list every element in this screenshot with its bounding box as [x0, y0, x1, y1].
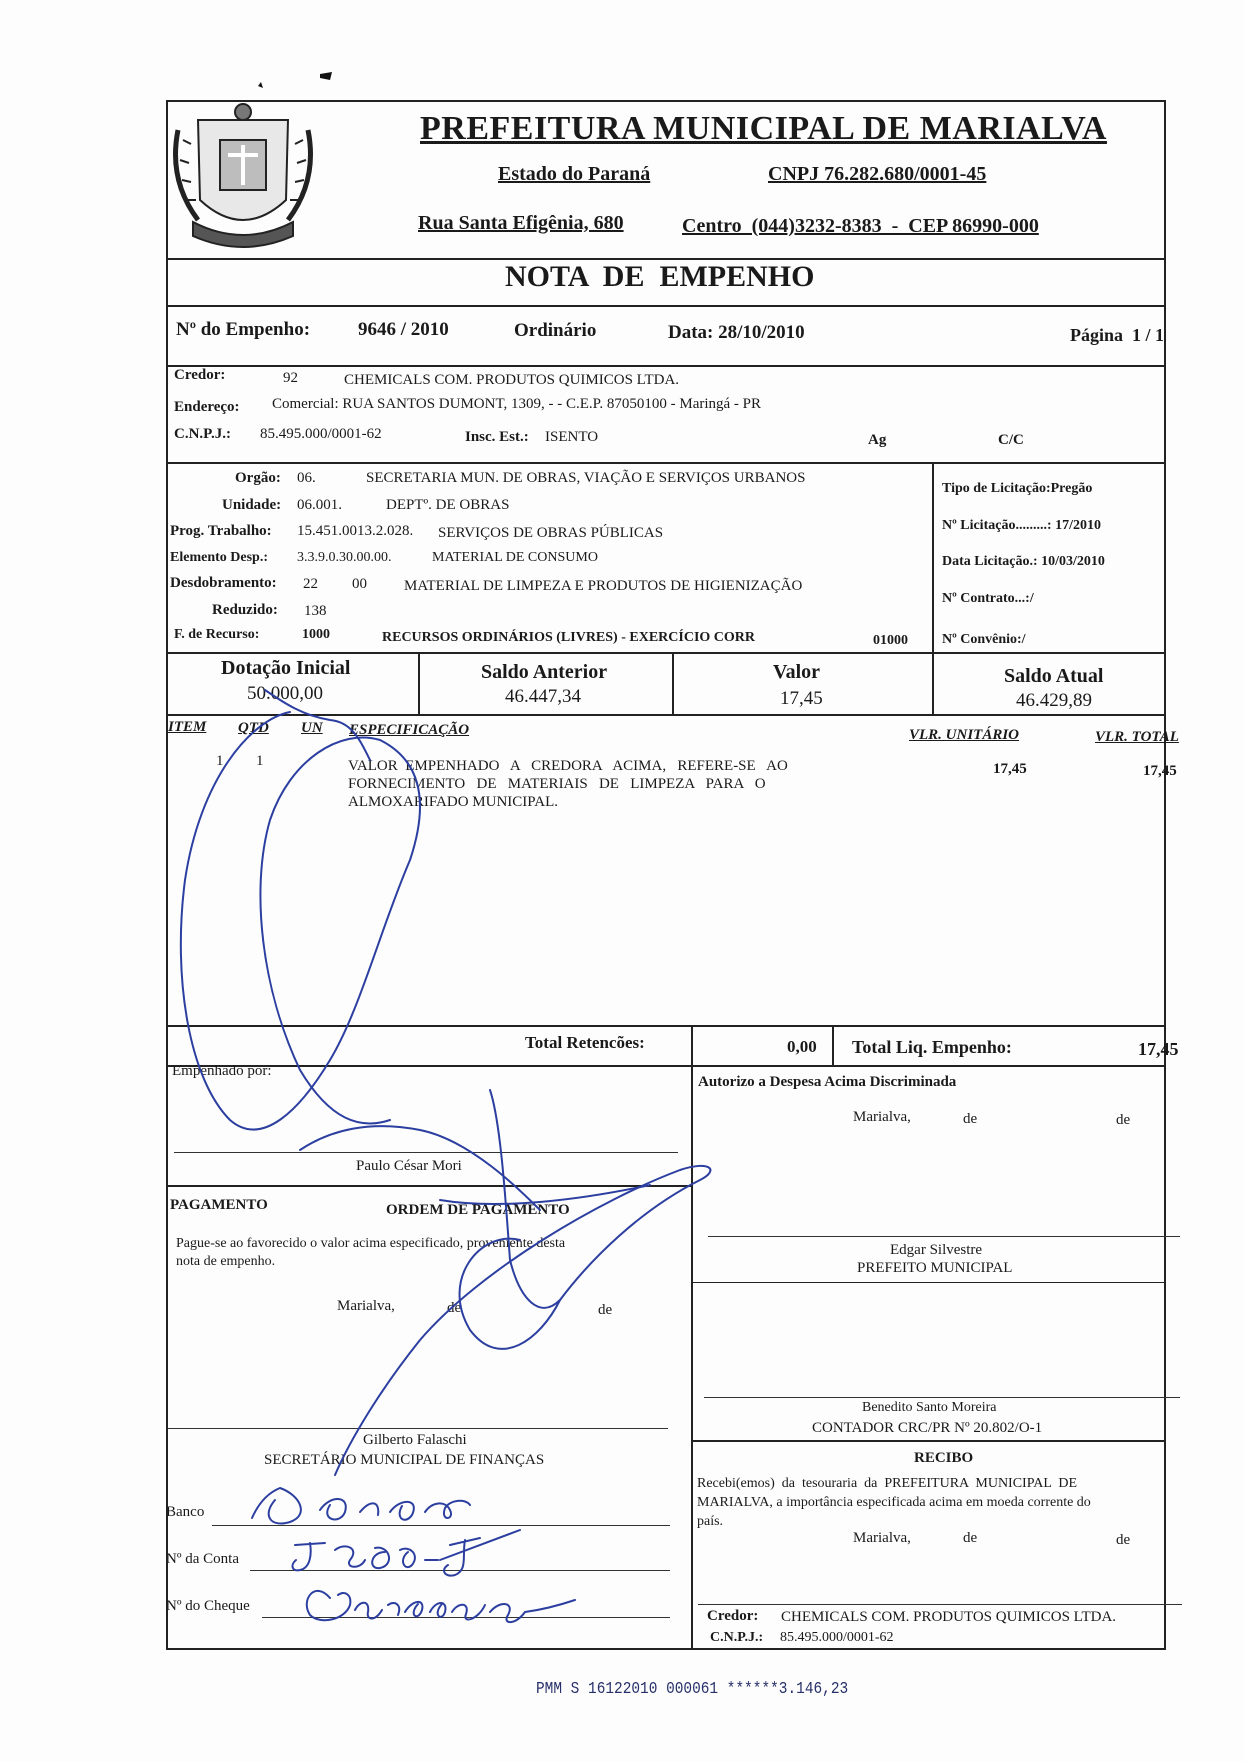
recibo-de2: de [1116, 1532, 1131, 1548]
divider [672, 652, 674, 714]
licitacao-data: Data Licitação.: 10/03/2010 [942, 554, 1105, 569]
conta-label: Nº da Conta [166, 1551, 239, 1567]
licitacao-tipo: Tipo de Licitação:Pregão [942, 481, 1093, 496]
recurso-desc: RECURSOS ORDINÁRIOS (LIVRES) - EXERCÍCIO CORR [382, 630, 755, 645]
divider [832, 1025, 834, 1065]
valor-label: Valor [773, 661, 821, 683]
recibo-text-line3: país. [697, 1514, 724, 1529]
municipal-coat-of-arms-logo [168, 100, 318, 252]
recibo-credor-label: Credor: [707, 1608, 759, 1624]
orgao-desc: SECRETARIA MUN. DE OBRAS, VIAÇÃO E SERVIÇOS URBANOS [366, 470, 806, 486]
signature-line [698, 1604, 1182, 1605]
item-vlr-total: 17,45 [1143, 763, 1177, 779]
recibo-text-line1: Recebi(emos) da tesouraria da PREFEITURA MUNICIPAL DE [697, 1476, 1078, 1491]
pague-text-line2: nota de empenho. [176, 1254, 276, 1269]
saldo-anterior-label: Saldo Anterior [481, 661, 608, 683]
divider [166, 1025, 1166, 1027]
col-vlr-unitario: VLR. UNITÁRIO [909, 727, 1020, 743]
item-number: 1 [216, 753, 224, 769]
banco-label: Banco [166, 1504, 205, 1520]
total-liquido-value: 17,45 [1138, 1039, 1179, 1059]
total-retencoes-label: Total Retencões: [525, 1033, 645, 1052]
desdobramento-a: 22 [303, 576, 318, 592]
empenhado-por-label: Empenhado por: [172, 1063, 272, 1079]
cnpj-label: C.N.P.J.: [174, 426, 231, 442]
municipality-title: PREFEITURA MUNICIPAL DE MARIALVA [420, 110, 1107, 147]
divider [166, 714, 1166, 716]
divider [691, 1025, 693, 1650]
contrato-numero: Nº Contrato...:/ [942, 591, 1034, 606]
pagamento-de1: de [447, 1300, 462, 1316]
address-street: Rua Santa Efigênia, 680 [418, 212, 624, 234]
orgao-code: 06. [297, 470, 316, 486]
credor-name: CHEMICALS COM. PRODUTOS QUIMICOS LTDA. [344, 372, 680, 388]
empenho-type: Ordinário [514, 320, 597, 341]
ordem-pagamento-heading: ORDEM DE PAGAMENTO [386, 1202, 570, 1218]
document-title: NOTA DE EMPENHO [505, 260, 815, 293]
recurso-source-code: 01000 [873, 633, 908, 648]
item-desc-line3: ALMOXARIFADO MUNICIPAL. [348, 794, 559, 810]
col-un: UN [301, 720, 323, 736]
recibo-local: Marialva, [853, 1530, 911, 1546]
municipality-cnpj: CNPJ 76.282.680/0001-45 [768, 163, 987, 185]
elemento-label: Elemento Desp.: [170, 550, 268, 565]
saldo-atual-value: 46.429,89 [1016, 690, 1092, 711]
print-stamp: PMM S 16122010 000061 ******3.146,23 [536, 1680, 849, 1699]
item-desc-line1: VALOR EMPENHADO A CREDORA ACIMA, REFERE-SE AO [348, 758, 788, 774]
reduzido-code: 138 [304, 603, 327, 619]
valor-value: 17,45 [780, 688, 823, 709]
signature-line [704, 1397, 1180, 1398]
divider [166, 462, 1166, 464]
address-label: Endereço: [174, 399, 240, 415]
address-contact: Centro (044)3232-8383 - CEP 86990-000 [682, 215, 1039, 237]
pagamento-local: Marialva, [337, 1298, 395, 1314]
credor-code: 92 [283, 370, 298, 386]
col-item: ITEM [168, 719, 207, 735]
licitacao-numero: Nº Licitação.........: 17/2010 [942, 518, 1101, 533]
document-frame [166, 100, 1166, 1650]
elemento-desc: MATERIAL DE CONSUMO [432, 550, 598, 565]
prog-label: Prog. Trabalho: [170, 523, 272, 539]
divider [166, 365, 1166, 367]
empenho-date: Data: 28/10/2010 [668, 322, 805, 343]
unidade-label: Unidade: [222, 497, 282, 513]
item-vlr-unitario: 17,45 [993, 761, 1027, 777]
prog-desc: SERVIÇOS DE OBRAS PÚBLICAS [438, 525, 664, 541]
reduzido-label: Reduzido: [212, 602, 278, 618]
prog-code: 15.451.0013.2.028. [297, 523, 414, 539]
recibo-credor-name: CHEMICALS COM. PRODUTOS QUIMICOS LTDA. [781, 1609, 1117, 1625]
prefeito-name: Edgar Silvestre [890, 1242, 983, 1258]
insc-label: Insc. Est.: [465, 429, 529, 445]
recibo-heading: RECIBO [914, 1450, 974, 1466]
credor-label: Credor: [174, 367, 226, 383]
pagamento-de2: de [598, 1302, 613, 1318]
col-especificacao: ESPECIFICAÇÃO [349, 722, 470, 738]
page-number: Página 1 / 1 [1070, 325, 1165, 345]
secretario-cargo: SECRETÁRIO MUNICIPAL DE FINANÇAS [264, 1452, 545, 1468]
convenio-numero: Nº Convênio:/ [942, 632, 1026, 647]
divider [418, 652, 420, 714]
desdobramento-desc: MATERIAL DE LIMPEZA E PRODUTOS DE HIGIENIZAÇÃO [404, 578, 803, 594]
dotacao-inicial-label: Dotação Inicial [221, 657, 351, 679]
autorizo-de2: de [1116, 1112, 1131, 1128]
account-label: C/C [998, 432, 1024, 448]
prefeito-cargo: PREFEITO MUNICIPAL [857, 1260, 1013, 1276]
total-liquido-label: Total Liq. Empenho: [852, 1037, 1012, 1057]
elemento-code: 3.3.9.0.30.00.00. [297, 550, 392, 565]
divider [166, 305, 1166, 307]
divider [691, 1440, 1166, 1442]
autorizo-heading: Autorizo a Despesa Acima Discriminada [698, 1074, 957, 1090]
col-qtd: QTD [238, 720, 269, 736]
saldo-anterior-value: 46.447,34 [505, 686, 581, 707]
credor-address: Comercial: RUA SANTOS DUMONT, 1309, - - C.E.P. 87050100 - Maringá - PR [272, 396, 762, 412]
banco-field-line [212, 1525, 670, 1526]
credor-cnpj: 85.495.000/0001-62 [260, 426, 382, 442]
orgao-label: Orgão: [235, 470, 281, 486]
divider [691, 1282, 1166, 1283]
state-name: Estado do Paraná [498, 163, 651, 185]
signature-line [708, 1236, 1180, 1237]
recibo-text-line2: MARIALVA, a importância especificada acima em moeda corrente do [697, 1495, 1091, 1510]
desdobramento-b: 00 [352, 576, 367, 592]
unidade-desc: DEPTº. DE OBRAS [386, 497, 510, 513]
cheque-field-line [262, 1617, 670, 1618]
divider [166, 1065, 1166, 1067]
total-retencoes-value: 0,00 [787, 1037, 817, 1056]
agency-label: Ag [868, 432, 887, 448]
secretario-name: Gilberto Falaschi [363, 1432, 467, 1448]
pague-text-line1: Pague-se ao favorecido o valor acima especificado, proveniente desta [176, 1236, 566, 1251]
conta-field-line [250, 1570, 670, 1571]
cheque-label: Nº do Cheque [166, 1598, 250, 1614]
recibo-cnpj-label: C.N.P.J.: [710, 1630, 764, 1645]
signature-line [174, 1152, 678, 1153]
autorizo-local: Marialva, [853, 1109, 911, 1125]
empenhado-por-name: Paulo César Mori [356, 1158, 462, 1174]
empenho-number: 9646 / 2010 [358, 319, 449, 340]
recurso-label: F. de Recurso: [174, 627, 260, 642]
unidade-code: 06.001. [297, 497, 342, 513]
desdobramento-label: Desdobramento: [170, 575, 277, 591]
recibo-cnpj: 85.495.000/0001-62 [780, 1630, 894, 1645]
contador-name: Benedito Santo Moreira [862, 1400, 997, 1415]
col-vlr-total: VLR. TOTAL [1095, 729, 1179, 745]
autorizo-de1: de [963, 1111, 978, 1127]
divider [166, 1185, 691, 1187]
signature-line [168, 1428, 668, 1429]
credor-insc: ISENTO [545, 429, 599, 445]
divider [166, 652, 1166, 654]
saldo-atual-label: Saldo Atual [1004, 665, 1104, 687]
dotacao-inicial-value: 50.000,00 [247, 683, 323, 704]
recurso-code: 1000 [302, 627, 330, 642]
pagamento-heading: PAGAMENTO [170, 1197, 268, 1213]
contador-cargo: CONTADOR CRC/PR Nº 20.802/O-1 [812, 1420, 1043, 1436]
divider [932, 462, 934, 714]
recibo-de1: de [963, 1530, 978, 1546]
item-qty: 1 [256, 753, 264, 769]
empenho-label: Nº do Empenho: [176, 319, 311, 340]
item-desc-line2: FORNECIMENTO DE MATERIAIS DE LIMPEZA PARA O [348, 776, 766, 792]
